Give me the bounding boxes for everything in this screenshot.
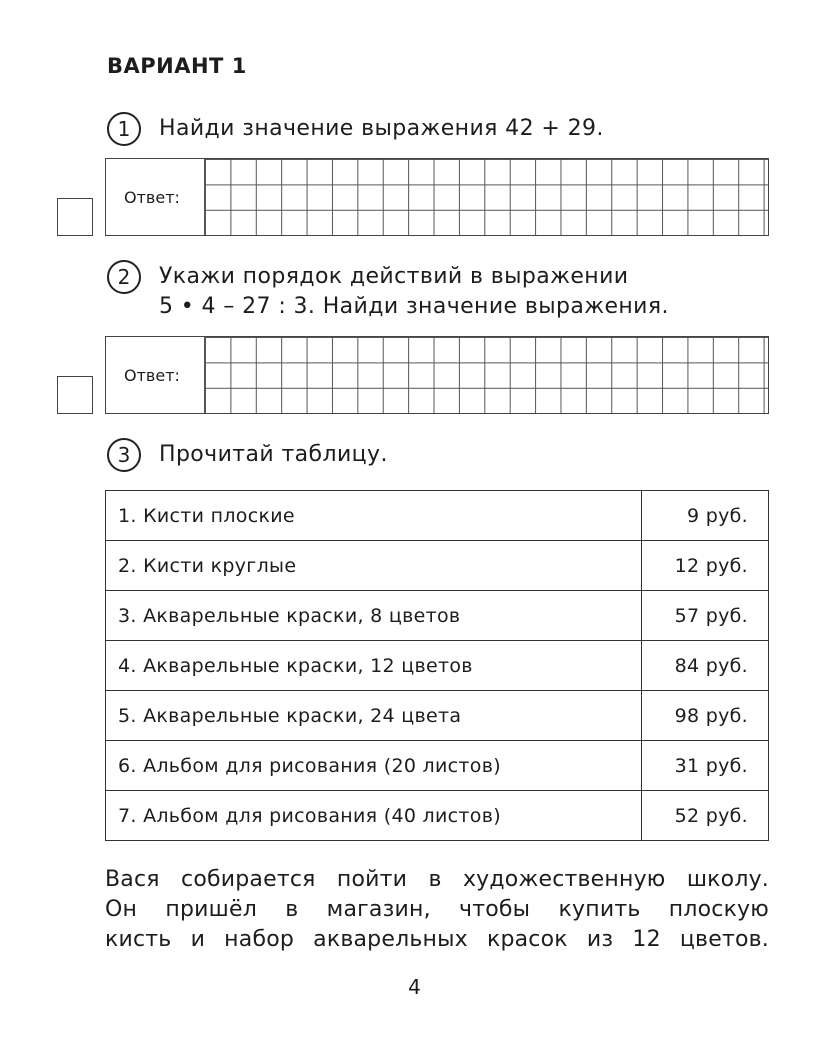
question-2-number: 2	[107, 260, 141, 294]
table-row	[106, 641, 769, 691]
question-3-number: 3	[107, 438, 141, 472]
question-2-text-line-1: Укажи порядок действий в выражении	[159, 264, 629, 289]
table-row	[106, 491, 769, 541]
page-number: 4	[408, 975, 421, 999]
question-2-score-box[interactable]	[57, 376, 93, 414]
table-price-cell: 84 руб.	[642, 641, 769, 691]
page-title: ВАРИАНТ 1	[107, 54, 247, 78]
table-price-cell: 9 руб.	[642, 491, 769, 541]
table-row	[106, 541, 769, 591]
paragraph-line: Вася собирается пойти в художественную школу.	[105, 867, 769, 892]
question-2-text-line-2: 5 • 4 – 27 : 3. Найди значение выражения.	[159, 294, 669, 319]
table-price-cell: 52 руб.	[642, 791, 769, 841]
table-price-cell: 12 руб.	[642, 541, 769, 591]
table-price-cell: 57 руб.	[642, 591, 769, 641]
table-row	[106, 591, 769, 641]
table-price-cell: 31 руб.	[642, 741, 769, 791]
paragraph-line: Он пришёл в магазин, чтобы купить плоскую	[105, 897, 769, 922]
price-table	[105, 490, 769, 841]
question-1-score-box[interactable]	[57, 198, 93, 236]
question-2-answer-field[interactable]	[105, 336, 769, 414]
table-item-cell: 5. Акварельные краски, 24 цвета	[106, 691, 642, 741]
table-row	[106, 791, 769, 841]
question-1-answer-label: Ответ:	[124, 187, 180, 207]
question-1-text: Найди значение выражения 42 + 29.	[159, 116, 604, 141]
table-row	[106, 691, 769, 741]
paragraph-line: кисть и набор акварельных красок из 12 цветов.	[105, 927, 769, 952]
question-1-number: 1	[107, 112, 141, 146]
table-item-cell: 4. Акварельные краски, 12 цветов	[106, 641, 642, 691]
table-price-cell: 98 руб.	[642, 691, 769, 741]
table-item-cell: 3. Акварельные краски, 8 цветов	[106, 591, 642, 641]
question-2-answer-label: Ответ:	[124, 365, 180, 385]
table-item-cell: 1. Кисти плоские	[106, 491, 642, 541]
table-item-cell: 6. Альбом для рисования (20 листов)	[106, 741, 642, 791]
table-item-cell: 2. Кисти круглые	[106, 541, 642, 591]
question-3-text: Прочитай таблицу.	[159, 442, 388, 467]
table-item-cell: 7. Альбом для рисования (40 листов)	[106, 791, 642, 841]
question-1-answer-grid[interactable]	[204, 159, 768, 235]
task-paragraph	[105, 865, 769, 955]
question-2-answer-grid[interactable]	[204, 337, 768, 413]
question-1-answer-field[interactable]	[105, 158, 769, 236]
table-row	[106, 741, 769, 791]
